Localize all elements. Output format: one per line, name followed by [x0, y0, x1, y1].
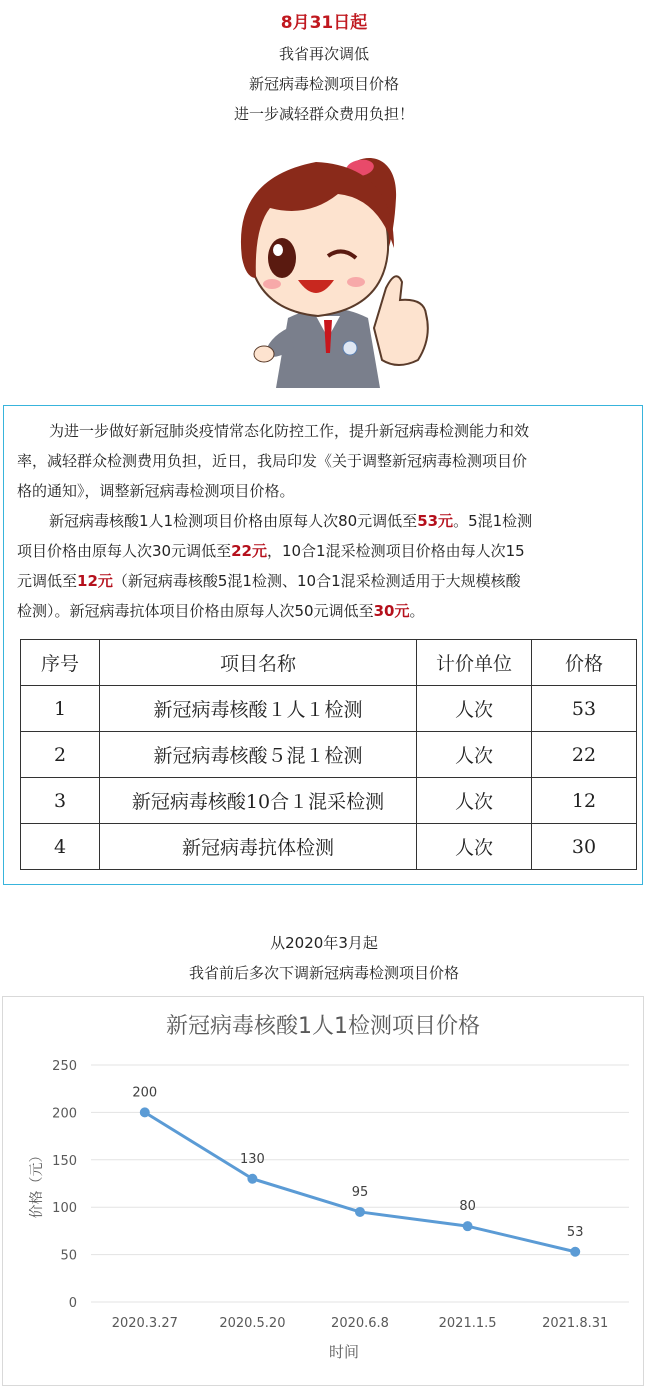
y-axis-label: 价格（元）: [29, 1148, 45, 1219]
x-tick-label: 2020.6.8: [331, 1316, 389, 1331]
text-segment: （新冠病毒核酸5混1检测、10合1混采检测适用于大规模核酸: [112, 572, 521, 590]
cell-index: 2: [21, 732, 100, 778]
date-title: 8月31日起: [280, 13, 368, 33]
data-label: 53: [566, 1224, 584, 1240]
text-segment: 项目价格由原每人次30元调低至: [17, 542, 232, 560]
cell-price: 30: [532, 824, 637, 870]
price-highlight: 12元: [77, 572, 113, 590]
headline-line-1: 我省再次调低: [278, 45, 369, 63]
table-row: [21, 824, 637, 870]
chart-frame: [2, 996, 644, 1386]
x-tick-label: 2021.8.31: [542, 1316, 609, 1331]
cell-unit: 人次: [417, 686, 532, 732]
cell-price: 22: [532, 732, 637, 778]
cell-index: 1: [21, 686, 100, 732]
cell-unit: 人次: [417, 778, 532, 824]
paragraph-line: [17, 596, 639, 626]
text-segment: ，10合1混采检测项目价格由每人次15: [266, 542, 525, 560]
table-header-row: [21, 640, 637, 686]
notice-paragraph-1: [17, 416, 639, 506]
paragraph-line: 格的通知》，调整新冠病毒检测项目价格。: [17, 482, 295, 500]
table-row: [21, 732, 637, 778]
price-line-chart: [3, 997, 643, 1385]
data-point: [140, 1107, 150, 1117]
column-header-price: 价格: [532, 640, 637, 686]
y-tick-label: 200: [52, 1106, 77, 1122]
cell-price: 12: [532, 778, 637, 824]
cell-item: 新冠病毒核酸10合１混采检测: [100, 778, 417, 824]
x-tick-label: 2021.1.5: [438, 1316, 497, 1331]
text-segment: 。5混1检测: [453, 512, 533, 530]
cell-item: 新冠病毒核酸１人１检测: [100, 686, 417, 732]
section-subtitle-2: 我省前后多次下调新冠病毒检测项目价格: [188, 964, 459, 982]
price-table: [20, 639, 637, 870]
data-point: [247, 1174, 257, 1184]
paragraph-line: 为进一步做好新冠肺炎疫情常态化防控工作，提升新冠病毒检测能力和效: [49, 422, 530, 440]
y-tick-label: 50: [60, 1248, 77, 1264]
data-label: 80: [459, 1199, 476, 1215]
price-highlight: 22元: [231, 542, 267, 560]
table-row: [21, 778, 637, 824]
series-line: [145, 1112, 575, 1251]
y-tick-label: 250: [52, 1059, 77, 1074]
cell-unit: 人次: [417, 824, 532, 870]
cell-unit: 人次: [417, 732, 532, 778]
price-highlight: 53元: [417, 512, 454, 530]
data-point: [355, 1207, 365, 1217]
x-tick-label: 2020.5.20: [219, 1316, 286, 1331]
notice-box: [3, 405, 643, 885]
data-label: 95: [351, 1184, 369, 1200]
paragraph-line: [17, 536, 639, 566]
cell-item: 新冠病毒核酸５混１检测: [100, 732, 417, 778]
column-header-unit: 计价单位: [417, 640, 532, 686]
chart-title: 新冠病毒核酸1人1检测项目价格: [166, 1014, 480, 1039]
x-tick-label: 2020.3.27: [111, 1316, 178, 1331]
paragraph-line: 率，减轻群众检测费用负担，近日，我局印发《关于调整新冠病毒检测项目价: [17, 452, 528, 470]
cell-index: 3: [21, 778, 100, 824]
mascot-illustration: [218, 138, 438, 394]
data-point: [463, 1221, 473, 1231]
data-label: 130: [239, 1151, 265, 1167]
column-header-item: 项目名称: [100, 640, 417, 686]
column-header-index: 序号: [21, 640, 100, 686]
cell-index: 4: [21, 824, 100, 870]
paragraph-line: [17, 506, 639, 536]
text-segment: 元调低至: [17, 572, 78, 590]
table-row: [21, 686, 637, 732]
price-highlight: 30元: [373, 602, 410, 620]
y-tick-label: 150: [52, 1153, 77, 1169]
y-tick-label: 0: [68, 1296, 77, 1311]
text-segment: 检测）。新冠病毒抗体项目价格由原每人次50元调低至: [17, 602, 374, 620]
data-point: [570, 1247, 580, 1257]
y-tick-label: 100: [52, 1201, 77, 1217]
notice-paragraph-2: [17, 506, 639, 626]
data-label: 200: [132, 1085, 158, 1101]
paragraph-line: [17, 566, 639, 596]
text-segment: 。: [409, 602, 425, 620]
cell-price: 53: [532, 686, 637, 732]
text-segment: 新冠病毒核酸1人1检测项目价格由原每人次80元调低至: [49, 512, 418, 530]
headline-line-2: 新冠病毒检测项目价格: [248, 75, 399, 93]
cell-item: 新冠病毒抗体检测: [100, 824, 417, 870]
headline-line-3: 进一步减轻群众费用负担！: [233, 105, 414, 123]
x-axis-label: 时间: [328, 1343, 360, 1361]
section-subtitle-1: 从2020年3月起: [270, 934, 378, 952]
